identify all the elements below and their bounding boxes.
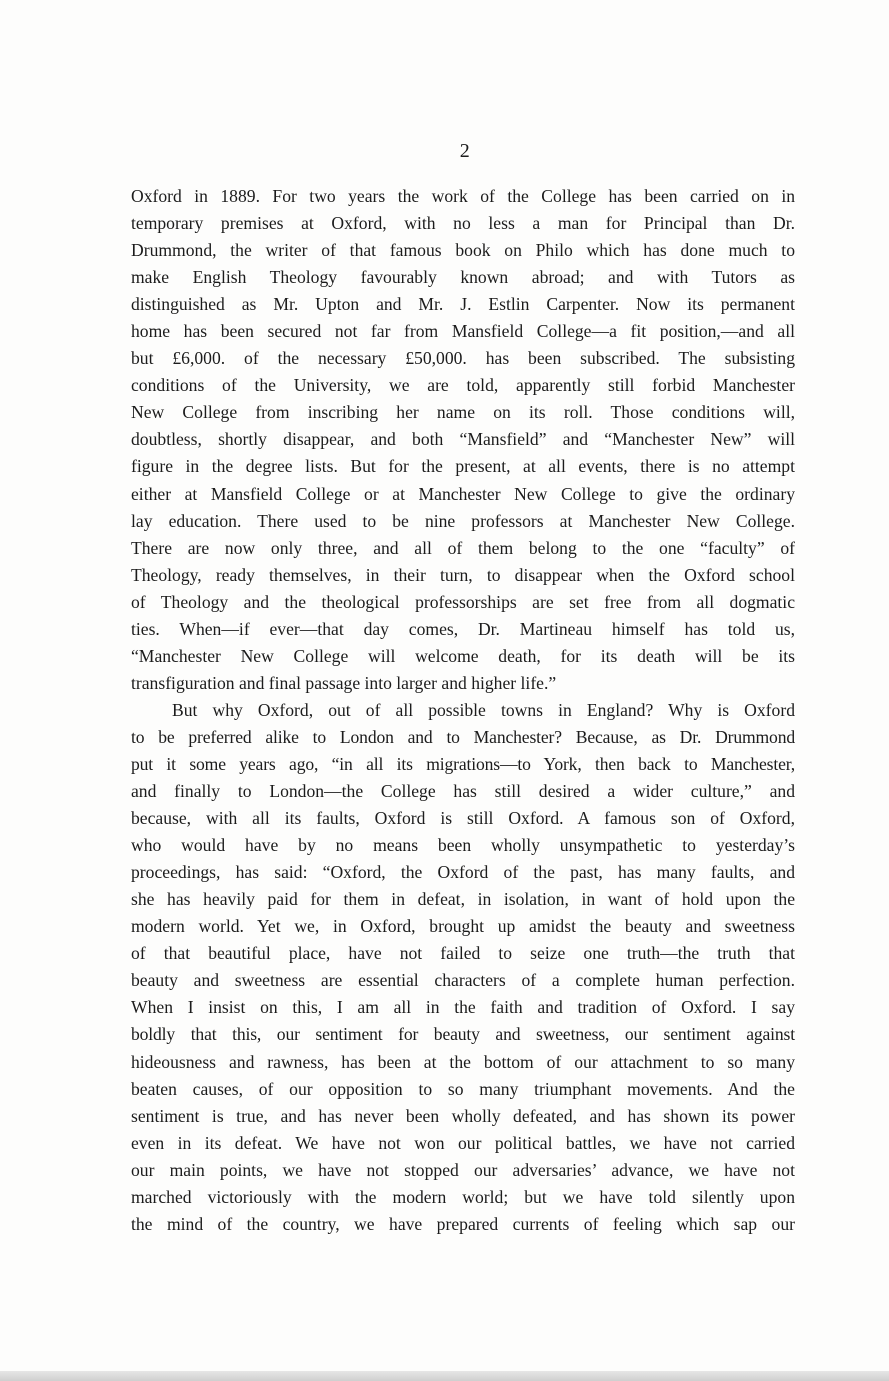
text-line: make English Theology favourably known abroad; and with Tutors as — [131, 267, 795, 288]
text-line: proceedings, has said: “Oxford, the Oxford of the past, has many faults, and — [131, 862, 795, 883]
text-line: modern world. Yet we, in Oxford, brought up amidst the beauty and sweetness — [131, 916, 795, 937]
text-line: When I insist on this, I am all in the faith and tradition of Oxford. I say — [131, 997, 795, 1018]
text-line: New College from inscribing her name on its roll. Those conditions will, — [131, 402, 795, 423]
text-line: Oxford in 1889. For two years the work of the College has been carried on in — [131, 186, 795, 206]
text-line: boldly that this, our sentiment for beauty and sweetness, our sentiment against — [131, 1024, 795, 1045]
text-line: “Manchester New College will welcome death, for its death will be its — [131, 645, 795, 666]
text-line: she has heavily paid for them in defeat, in isolation, in want of hold upon the — [131, 889, 795, 910]
text-line: lay education. There used to be nine professors at Manchester New College. — [131, 510, 795, 531]
body-text — [131, 183, 795, 1238]
text-line: Drummond, the writer of that famous book on Philo which has done much to — [131, 240, 795, 261]
text-line: beaten causes, of our opposition to so many triumphant movements. And the — [131, 1078, 795, 1099]
text-line: conditions of the University, we are told, apparently still forbid Manchester — [131, 375, 795, 396]
text-line: beauty and sweetness are essential characters of a complete human perfection. — [131, 970, 795, 991]
text-line: ties. When—if ever—that day comes, Dr. Martineau himself has told us, — [131, 618, 795, 639]
text-line: but £6,000. of the necessary £50,000. has been subscribed. The subsisting — [131, 348, 795, 369]
text-line: marched victoriously with the modern world; but we have told silently upon — [131, 1186, 795, 1207]
text-line: who would have by no means been wholly unsympathetic to yesterday’s — [131, 835, 795, 856]
text-line: home has been secured not far from Mansfield College—a fit position,—and all — [131, 321, 795, 342]
page-number: 2 — [459, 140, 471, 162]
text-line: transfiguration and final passage into larger and higher life.” — [131, 672, 557, 693]
text-line: and finally to London—the College has still desired a wider culture,” and — [131, 781, 795, 802]
text-line: figure in the degree lists. But for the present, at all events, there is no attempt — [131, 456, 795, 477]
text-line: either at Mansfield College or at Manchester New College to give the ordinary — [131, 483, 795, 504]
text-line: put it some years ago, “in all its migrations—to York, then back to Manchester, — [131, 753, 795, 774]
page-edge-shadow — [0, 1371, 889, 1381]
text-line: of Theology and the theological professorships are set free from all dogmatic — [131, 591, 795, 612]
text-line: There are now only three, and all of them belong to the one “faculty” of — [131, 537, 795, 558]
text-line: the mind of the country, we have prepared currents of feeling which sap our — [131, 1213, 795, 1234]
text-line: of that beautiful place, have not failed to seize one truth—the truth that — [131, 943, 795, 964]
text-line: But why Oxford, out of all possible towns in England? Why is Oxford — [172, 699, 795, 720]
text-line: even in its defeat. We have not won our political battles, we have not carried — [131, 1132, 795, 1153]
text-line: to be preferred alike to London and to Manchester? Because, as Dr. Drummond — [131, 726, 795, 747]
text-line: hideousness and rawness, has been at the bottom of our attachment to so many — [131, 1051, 795, 1072]
text-line: distinguished as Mr. Upton and Mr. J. Estlin Carpenter. Now its permanent — [131, 294, 795, 315]
text-line: because, with all its faults, Oxford is still Oxford. A famous son of Oxford, — [131, 808, 795, 829]
text-line: sentiment is true, and has never been wholly defeated, and has shown its power — [131, 1105, 795, 1126]
text-line: temporary premises at Oxford, with no less a man for Principal than Dr. — [131, 213, 795, 234]
text-line: doubtless, shortly disappear, and both “Mansfield” and “Manchester New” will — [131, 429, 795, 450]
text-line: Theology, ready themselves, in their turn, to disappear when the Oxford school — [131, 564, 795, 585]
text-line: our main points, we have not stopped our adversaries’ advance, we have not — [131, 1159, 795, 1180]
